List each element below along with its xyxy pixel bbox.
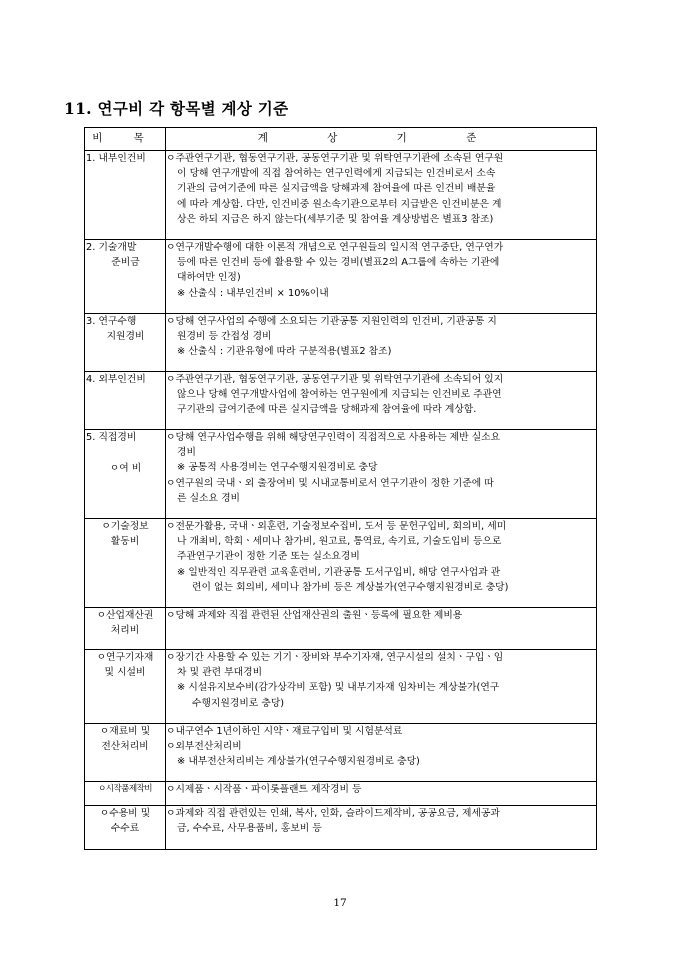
criteria-cell: ㅇ주관연구기관, 협동연구기관, 공동연구기관 및 위탁연구기관에 소속되어 있지 않으나 당해 연구개발사업에 참여하는 연구원에게 지급되는 인건비로 주관연 구기관의 급여기준에 따른 실지급액을 당해과제 참여율에 따라 계상함. [166,372,597,430]
table-row [85,372,597,430]
table-row [85,724,597,782]
item-cell: 3. 연구수행 지원경비 [85,314,166,372]
item-cell: ㅇ수용비 및 수수료 [85,806,166,850]
header-item: 비 목 [85,128,166,151]
item-cell: ㅇ시작품제작비 [85,782,166,806]
criteria-cell: ㅇ연구개발수행에 대한 이론적 개념으로 연구원들의 일시적 연구중단, 연구연가 등에 따른 인건비 등에 활용할 수 있는 경비(별표2의 A그룹에 속하는 기관에 대하여만 인정) ※ 산출식 : 내부인건비 × 10%이내 [166,240,597,314]
criteria-cell: ㅇ당해 연구사업의 수행에 소요되는 기관공통 지원인력의 인건비, 기관공통 지 원경비 등 간접성 경비 ※ 산출식 : 기관유형에 따라 구분적용(별표2 참조) [166,314,597,372]
item-cell: 2. 기술개발 준비금 [85,240,166,314]
table-row [85,782,597,806]
item-cell: 5. 직접경비 ㅇ여 비 [85,430,166,519]
criteria-cell: ㅇ내구연수 1년이하인 시약ㆍ재료구입비 및 시험분석료 ㅇ외부전산처리비 ※ 내부전산처리비는 계상불가(연구수행지원경비로 충당) [166,724,597,782]
item-cell: ㅇ재료비 및 전산처리비 [85,724,166,782]
item-cell: ㅇ산업재산권 처리비 [85,608,166,650]
table-row [85,519,597,608]
page-number: 17 [333,897,347,909]
table-row [85,806,597,850]
criteria-cell: ㅇ과제와 직접 관련있는 인쇄, 복사, 인화, 슬라이드제작비, 공공요금, 제세공과 금, 수수료, 사무용품비, 홍보비 등 [166,806,597,850]
criteria-cell: ㅇ주관연구기관, 협동연구기관, 공동연구기관 및 위탁연구기관에 소속된 연구원 이 당해 연구개발에 직접 참여하는 연구인력에게 지급되는 인건비로서 소속 기관의 급여기준에 따른 실지급액을 당해과제 참여율에 따른 인건비 배분율 에 따라 계상함. 다만, 인건비중 원소속기관으로부터 지급받은 인건비분은 계 상은 하되 지급은 하지 않는다(세부기준 및 참여율 계상방법은 별표3 참조) [166,151,597,240]
criteria-table [84,127,597,850]
criteria-cell: ㅇ전문가활용, 국내ㆍ외훈련, 기술정보수집비, 도서 등 문헌구입비, 회의비, 세미 나 개최비, 학회ㆍ세미나 참가비, 원고료, 통역료, 속기료, 기술도입비 등으로 주관연구기관이 정한 기준 또는 실소요경비 ※ 일반적인 직무관련 교육훈련비, 기관공통 도서구입비, 해당 연구사업과 관 련이 없는 회의비, 세미나 참가비 등은 계상불가(연구수행지원경비로 충당) [166,519,597,608]
table-row [85,314,597,372]
header-criteria: 계 상 기 준 [166,128,597,151]
table-row [85,650,597,724]
table-row [85,430,597,519]
item-cell: 1. 내부인건비 [85,151,166,240]
table-row [85,240,597,314]
criteria-cell: ㅇ장기간 사용할 수 있는 기기ㆍ장비와 부수기자재, 연구시설의 설치ㆍ구입ㆍ임 차 및 관련 부대경비 ※ 시설유지보수비(감가상각비 포함) 및 내부기자재 임차비는 계상불가(연구 수행지원경비로 충당) [166,650,597,724]
item-cell: 4. 외부인건비 [85,372,166,430]
table-row [85,151,597,240]
section-heading: 11. 연구비 각 항목별 계상 기준 [64,99,289,118]
table-header-row [85,128,597,151]
item-cell: ㅇ기술정보 활동비 [85,519,166,608]
item-cell: ㅇ연구기자재 및 시설비 [85,650,166,724]
criteria-cell: ㅇ당해 연구사업수행을 위해 해당연구인력이 직접적으로 사용하는 제반 실소요 경비 ※ 공통적 사용경비는 연구수행지원경비로 충당 ㅇ연구원의 국내ㆍ외 출장여비 및 시내교통비로서 연구기관이 정한 기준에 따 른 실소요 경비 [166,430,597,519]
criteria-cell: ㅇ시제품ㆍ시작품ㆍ파이롯플랜트 제작경비 등 [166,782,597,806]
table-row [85,608,597,650]
criteria-cell: ㅇ당해 과제와 직접 관련된 산업재산권의 출원ㆍ등록에 필요한 제비용 [166,608,597,650]
